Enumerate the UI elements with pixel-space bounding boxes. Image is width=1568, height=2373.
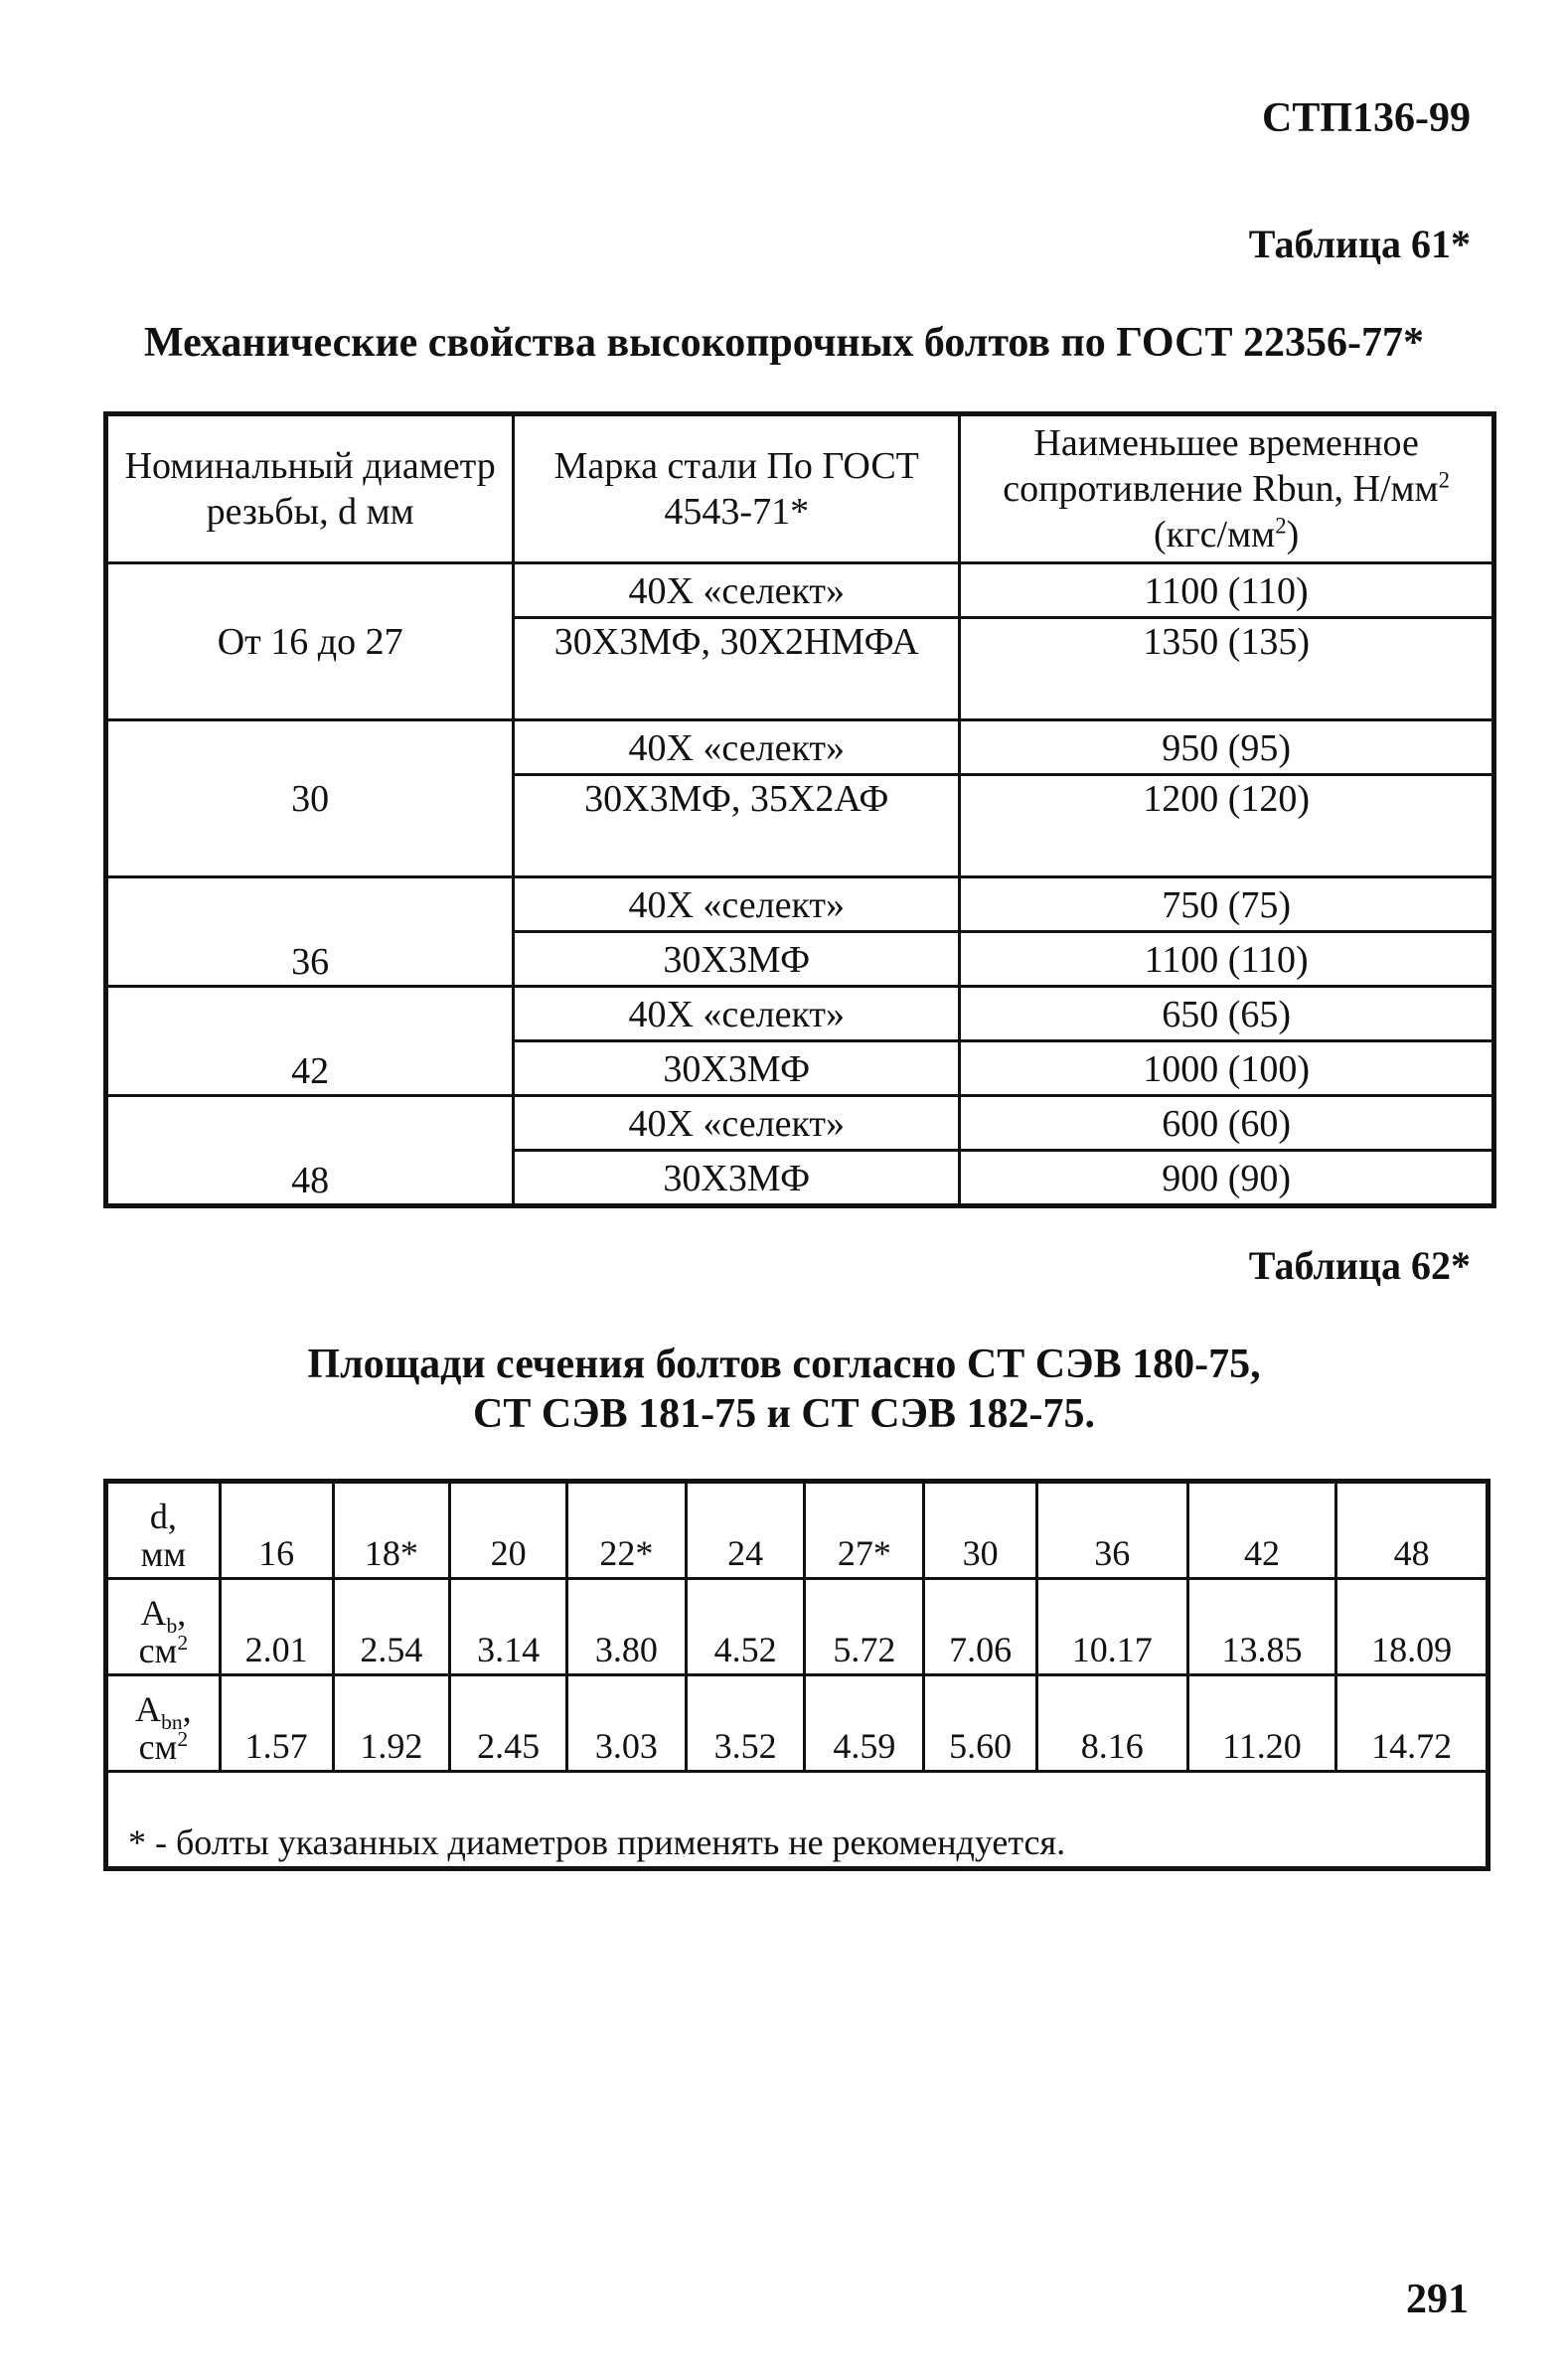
document-code: СТП136-99 xyxy=(1262,95,1471,141)
abn-symbol: A xyxy=(135,1689,162,1729)
cell: 3.14 xyxy=(450,1579,567,1675)
cell: 16 xyxy=(220,1483,333,1579)
row-abn xyxy=(107,1675,1488,1772)
table62 xyxy=(105,1481,1489,1869)
strength-cell: 650 (65) xyxy=(960,987,1493,1041)
row-header-abn xyxy=(107,1675,221,1772)
diameter-cell: 48 xyxy=(107,1096,514,1205)
cell: 1.92 xyxy=(333,1675,450,1772)
cell: 5.72 xyxy=(805,1579,924,1675)
page-number: 291 xyxy=(1406,2277,1469,2322)
row-header-ab xyxy=(107,1579,221,1675)
abn-sub: bn xyxy=(161,1710,183,1735)
table61-label: Таблица 61* xyxy=(1248,222,1471,266)
cell: 36 xyxy=(1036,1483,1187,1579)
diameter-cell: 36 xyxy=(107,877,514,987)
cell: 3.80 xyxy=(567,1579,687,1675)
strength-cell: 1100 (110) xyxy=(960,563,1493,618)
cell: 8.16 xyxy=(1036,1675,1187,1772)
cell: 4.59 xyxy=(805,1675,924,1772)
table61 xyxy=(105,413,1494,1206)
cell: 2.01 xyxy=(220,1579,333,1675)
ab-sup: 2 xyxy=(177,1631,189,1655)
cell: 3.52 xyxy=(686,1675,805,1772)
cell: 48 xyxy=(1336,1483,1488,1579)
d-symbol: d, xyxy=(149,1497,177,1536)
cell: 3.03 xyxy=(567,1675,687,1772)
header-steel-grade: Марка стали По ГОСТ 4543-71* xyxy=(514,415,960,563)
strength-cell: 1200 (120) xyxy=(960,775,1493,877)
table62-title-line1: Площади сечения болтов согласно СТ СЭВ 180-75, xyxy=(307,1342,1261,1387)
strength-cell: 1100 (110) xyxy=(960,932,1493,987)
cell: 4.52 xyxy=(686,1579,805,1675)
cell: 24 xyxy=(686,1483,805,1579)
strength-cell: 950 (95) xyxy=(960,720,1493,775)
cell: 2.54 xyxy=(333,1579,450,1675)
row-ab xyxy=(107,1579,1488,1675)
row-note xyxy=(107,1772,1488,1868)
steel-cell: 40Х «селект» xyxy=(514,563,960,618)
cell: 20 xyxy=(450,1483,567,1579)
row-header-d xyxy=(107,1483,221,1579)
strength-close: ) xyxy=(1286,514,1300,555)
table62-label: Таблица 62* xyxy=(1248,1243,1471,1288)
steel-cell: 30Х3МФ, 35Х2АФ xyxy=(514,775,960,877)
abn-comma: , xyxy=(182,1689,192,1729)
cell: 27* xyxy=(805,1483,924,1579)
strength-label: Наименьшее временное сопротивление Rbun, Н/мм xyxy=(1003,422,1439,510)
cell: 7.06 xyxy=(924,1579,1037,1675)
abn-unit: см xyxy=(138,1727,178,1767)
diameter-cell: 42 xyxy=(107,987,514,1096)
steel-cell: 30Х3МФ xyxy=(514,932,960,987)
steel-cell: 40Х «селект» xyxy=(514,877,960,932)
cell: 30 xyxy=(924,1483,1037,1579)
cell: 1.57 xyxy=(220,1675,333,1772)
strength-cell: 750 (75) xyxy=(960,877,1493,932)
cell: 11.20 xyxy=(1187,1675,1336,1772)
steel-cell: 40Х «селект» xyxy=(514,720,960,775)
cell: 13.85 xyxy=(1187,1579,1336,1675)
cell: 22* xyxy=(567,1483,687,1579)
row-diameter xyxy=(107,1483,1488,1579)
steel-cell: 30Х3МФ, 30Х2НМФА xyxy=(514,618,960,720)
ab-symbol: A xyxy=(140,1593,167,1633)
diameter-cell: 30 xyxy=(107,720,514,877)
header-diameter: Номинальный диаметр резьбы, d мм xyxy=(107,415,514,563)
cell: 18* xyxy=(333,1483,450,1579)
strength-cell: 1000 (100) xyxy=(960,1041,1493,1096)
table61-title: Механические свойства высокопрочных болтов по ГОСТ 22356-77* xyxy=(144,320,1424,366)
cell: 18.09 xyxy=(1336,1579,1488,1675)
strength-sup1: 2 xyxy=(1438,467,1451,493)
strength-sup2: 2 xyxy=(1275,513,1287,539)
cell: 2.45 xyxy=(450,1675,567,1772)
cell: 42 xyxy=(1187,1483,1336,1579)
diameter-cell: От 16 до 27 xyxy=(107,563,514,720)
cell: 14.72 xyxy=(1336,1675,1488,1772)
header-strength xyxy=(960,415,1493,563)
strength-cell: 600 (60) xyxy=(960,1096,1493,1151)
steel-cell: 40Х «селект» xyxy=(514,987,960,1041)
cell: 10.17 xyxy=(1036,1579,1187,1675)
steel-cell: 30Х3МФ xyxy=(514,1151,960,1205)
steel-cell: 40Х «селект» xyxy=(514,1096,960,1151)
d-unit: мм xyxy=(140,1534,187,1574)
strength-cell: 900 (90) xyxy=(960,1151,1493,1205)
cell: 5.60 xyxy=(924,1675,1037,1772)
ab-sub: b xyxy=(166,1614,178,1639)
strength-unit: (кгс/мм xyxy=(1153,514,1276,555)
steel-cell: 30Х3МФ xyxy=(514,1041,960,1096)
abn-sup: 2 xyxy=(177,1727,189,1751)
footnote: * - болты указанных диаметров применять не рекомендуется. xyxy=(107,1772,1488,1868)
ab-comma: , xyxy=(177,1593,187,1633)
ab-unit: см xyxy=(138,1631,178,1670)
table62-title-line2: СТ СЭВ 181-75 и СТ СЭВ 182-75. xyxy=(472,1391,1096,1437)
strength-cell: 1350 (135) xyxy=(960,618,1493,720)
